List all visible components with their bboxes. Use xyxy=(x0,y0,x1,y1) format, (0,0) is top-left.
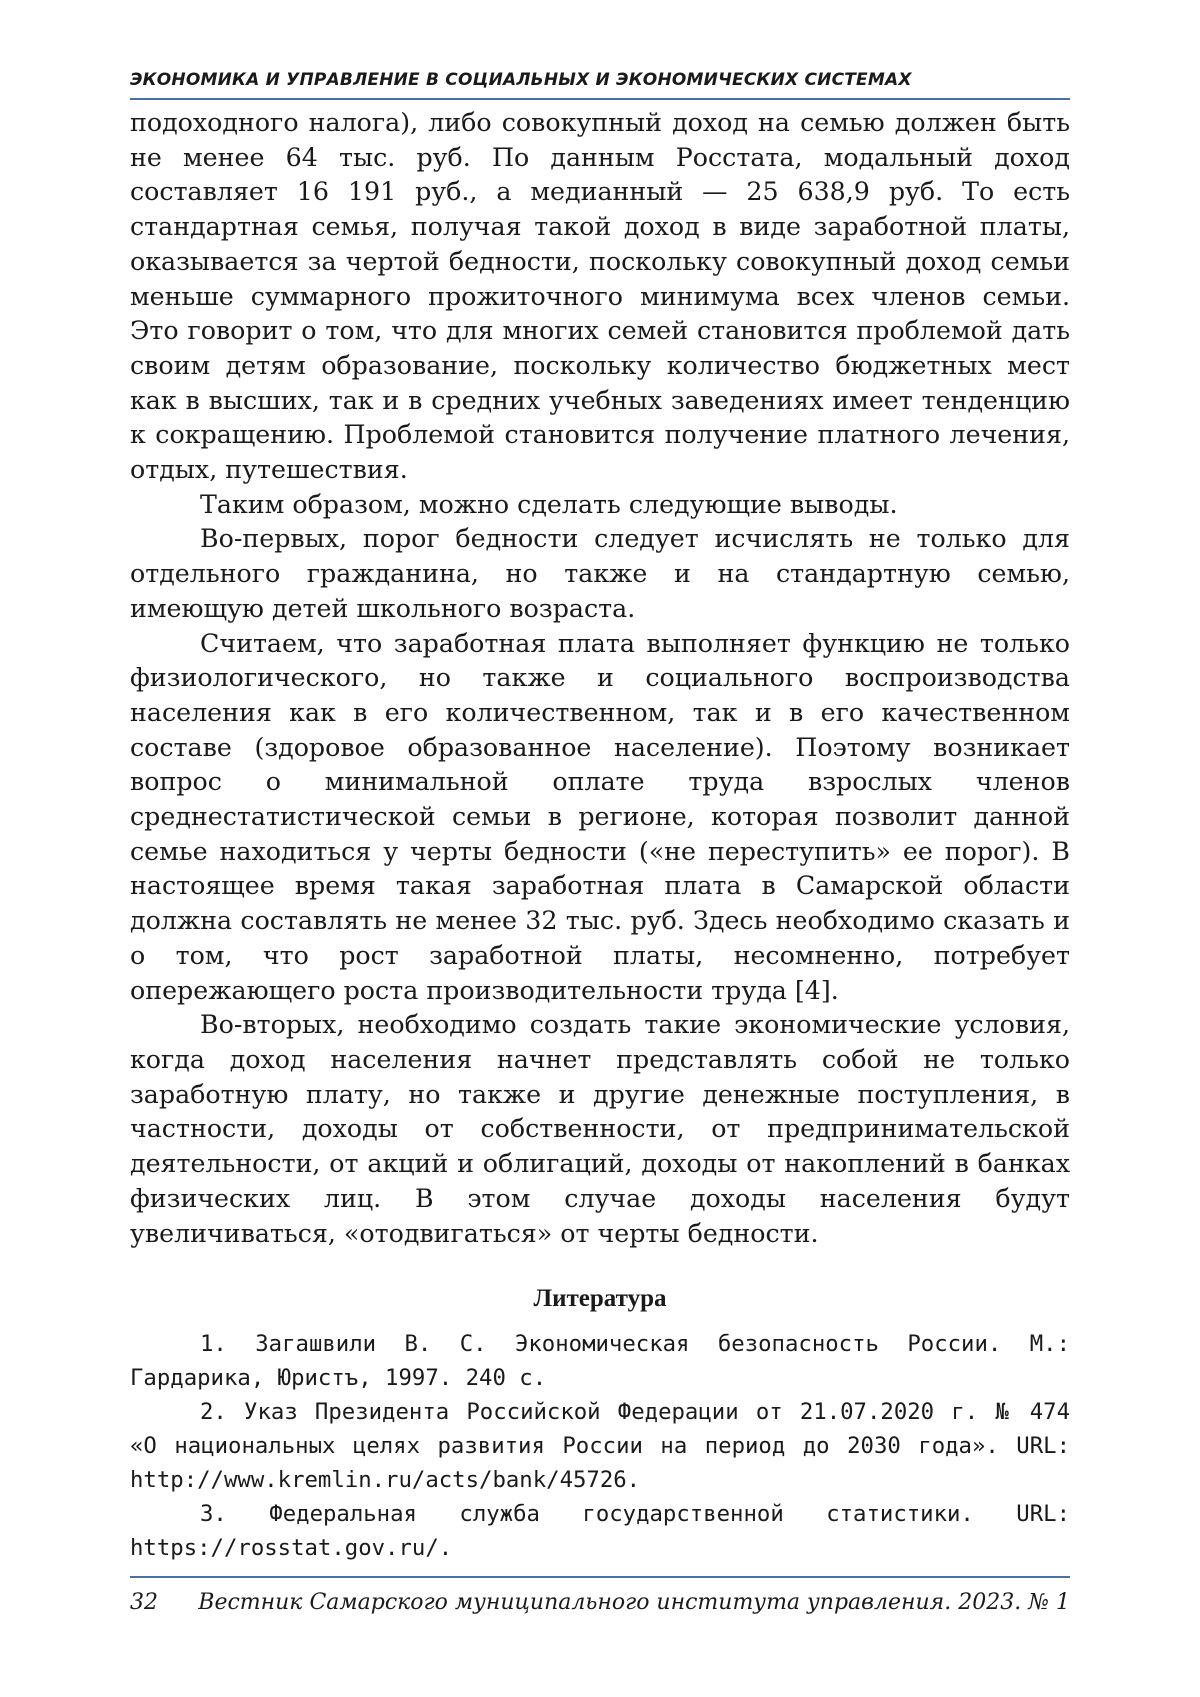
running-header: ЭКОНОМИКА И УПРАВЛЕНИЕ В СОЦИАЛЬНЫХ И ЭКОНОМИЧЕСКИХ СИСТЕМАХ xyxy=(130,70,912,90)
header-rule xyxy=(130,98,1070,100)
references-title: Литература xyxy=(533,1285,667,1312)
paragraph: Считаем, что заработная плата выполняет функцию не только физиологического, но также и социального воспроизводства населения как в его количественном, так и в его качественном составе (здоровое образованное население). Поэтому возникает вопрос о минимальной оплате труда взрослых членов среднестатистической семьи в регионе, которая позволит данной семье находиться у черты бедности («не переступить» ее порог). В настоящее время такая заработная плата в Самарской области должна составлять не менее 32 тыс. руб. Здесь необходимо сказать и о том, что рост заработной платы, несомненно, потребует опережающего роста производительности труда [4]. xyxy=(130,628,1070,1005)
journal-citation: Вестник Самарского муниципального института управления. 2023. № 1 xyxy=(198,1590,1070,1615)
paragraph: Во-вторых, необходимо создать такие экономические условия, когда доход населения начнет представлять собой не только заработную плату, но также и другие денежные поступления, в частности, доходы от собственности, от предпринимательской деятельности, от акций и облигаций, доходы от накоплений в банках физических лиц. В этом случае доходы населения будут увеличиваться, «отодвигаться» от черты бедности. xyxy=(130,1010,1070,1248)
paragraph: Во-первых, порог бедности следует исчислять не только для отдельного гражданина, но также и на стандартную семью, имеющую детей школьного возраста. xyxy=(130,524,1070,623)
reference-item: 1. Загашвили В. С. Экономическая безопасность России. М.: Гардарика, Юристъ, 1997. 240 с. xyxy=(130,1331,1070,1391)
references-list xyxy=(130,1327,1070,1565)
footer-rule xyxy=(130,1576,1070,1578)
paragraph-continued: подоходного налога), либо совокупный доход на семью должен быть не менее 64 тыс. руб. По данным Росстата, модальный доход составляет 16 191 руб., а медианный — 25 638,9 руб. То есть стандартная семья, получая такой доход в виде заработной платы, оказывается за чертой бедности, поскольку совокупный доход семьи меньше суммарного прожиточного минимума всех членов семьи. Это говорит о том, что для многих семей становится проблемой дать своим детям образование, поскольку количество бюджетных мест как в высших, так и в средних учебных заведениях имеет тенденцию к сокращению. Проблемой становится получение платного лечения, отдых, путешествия. xyxy=(130,108,1070,485)
reference-item: 2. Указ Президента Российской Федерации от 21.07.2020 г. № 474 «О национальных целях развития России на период до 2030 года». URL: http://www.kremlin.ru/acts/bank/45726. xyxy=(130,1399,1070,1493)
article-body xyxy=(130,106,1070,1251)
reference-item: 3. Федеральная служба государственной статистики. URL: https://rosstat.gov.ru/. xyxy=(130,1501,1070,1561)
page-number: 32 xyxy=(130,1590,158,1615)
paragraph: Таким образом, можно сделать следующие выводы. xyxy=(200,489,898,519)
